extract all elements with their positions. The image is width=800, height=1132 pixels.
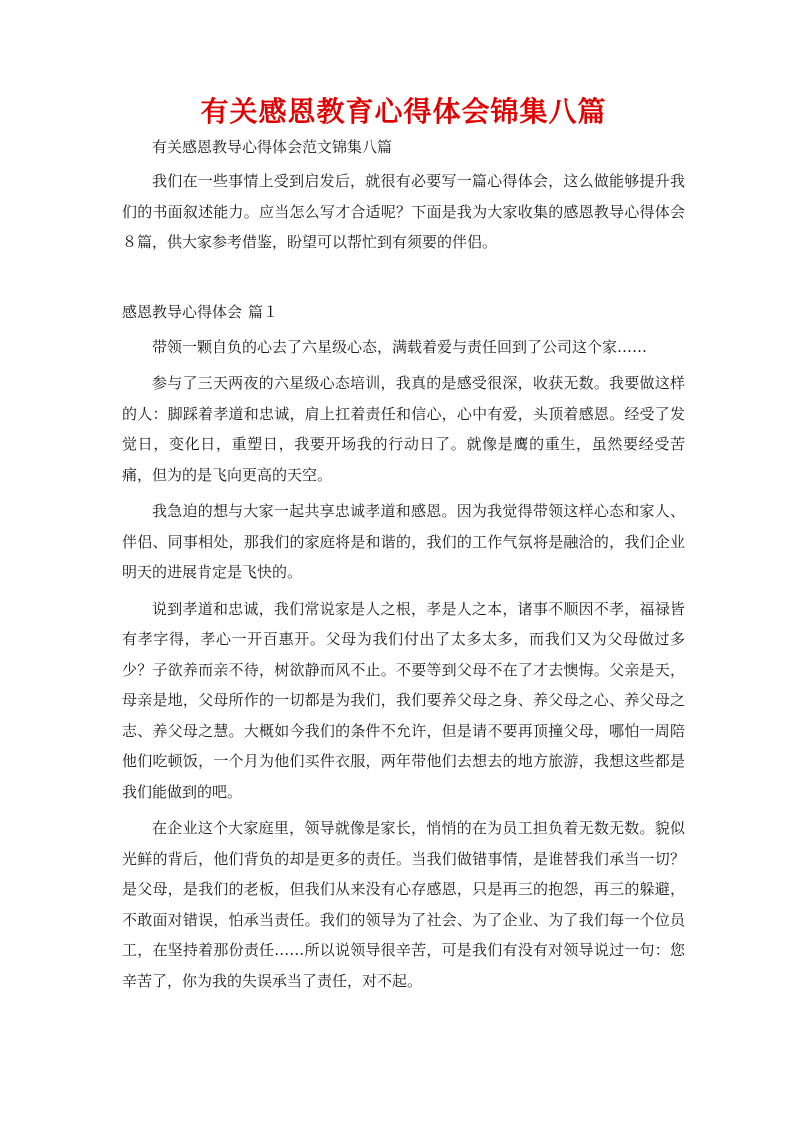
body-paragraph: 我急迫的想与大家一起共享忠诚孝道和感恩。因为我觉得带领这样心态和家人、伴侣、同事相处，那我们的家庭将是和谐的，我们的工作气氛将是融洽的，我们企业明天的进展肯定是飞快的。: [122, 502, 685, 581]
document-title: 有关感恩教育心得体会锦集八篇: [200, 95, 607, 128]
body-paragraph: 说到孝道和忠诚，我们常说家是人之根，孝是人之本，诸事不顺因不孝，福禄皆有孝字得，孝心一开百惠开。父母为我们付出了太多太多，而我们又为父母做过多少？子欲养而亲不待，树欲静而风不止。不要等到父母不在了才去懊悔。父亲是天，母亲是地，父母所作的一切都是为我们，我们要养父母之身、养父母之心、养父母之志、养父母之慧。大概如今我们的条件不允许，但是请不要再顶撞父母，哪怕一周陪他们吃顿饭，一个月为他们买件衣服，两年带他们去想去的地方旅游，我想这些都是我们能做到的吧。: [122, 599, 685, 801]
section-title: 感恩教导心得体会: [122, 302, 243, 321]
body-paragraph: 在企业这个大家庭里，领导就像是家长，悄悄的在为员工担负着无数无数。貌似光鲜的背后，他们背负的却是更多的责任。当我们做错事情，是谁替我们承当一切？是父母，是我们的老板，但我们从来没有心存感恩，只是再三的抱怨，再三的躲避，不敢面对错误，怕承当责任。我们的领导为了社会、为了企业、为了我们每一个位员工，在坚持着那份责任……所以说领导很辛苦，可是我们有没有对领导说过一句：您辛苦了，你为我的失误承当了责任，对不起。: [122, 819, 685, 990]
section-heading: [122, 298, 685, 326]
document-page: [122, 92, 685, 1002]
body-paragraph: 参与了三天两夜的六星级心态培训，我真的是感受很深，收获无数。我要做这样的人：脚踩着孝道和忠诚，肩上扛着责任和信心，心中有爱，头顶着感恩。经受了发觉日，变化日，重塑日，我要开场我的行动日了。就像是鹰的重生，虽然要经受苦痛，但为的是飞向更高的天空。: [122, 374, 685, 484]
section-number: 篇１: [248, 302, 279, 321]
intro-paragraph: 我们在一些事情上受到启发后，就很有必要写一篇心得体会，这么做能够提升我们的书面叙述能力。应当怎么写才合适呢？下面是我为大家收集的感恩教导心得体会８篇，供大家参考借鉴，盼望可以帮忙到有须要的伴侣。: [122, 172, 685, 251]
body-paragraph: 带领一颗自负的心去了六星级心态，满载着爱与责任回到了公司这个家……: [152, 337, 648, 356]
document-subtitle: 有关感恩教导心得体会范文锦集八篇: [152, 138, 393, 156]
